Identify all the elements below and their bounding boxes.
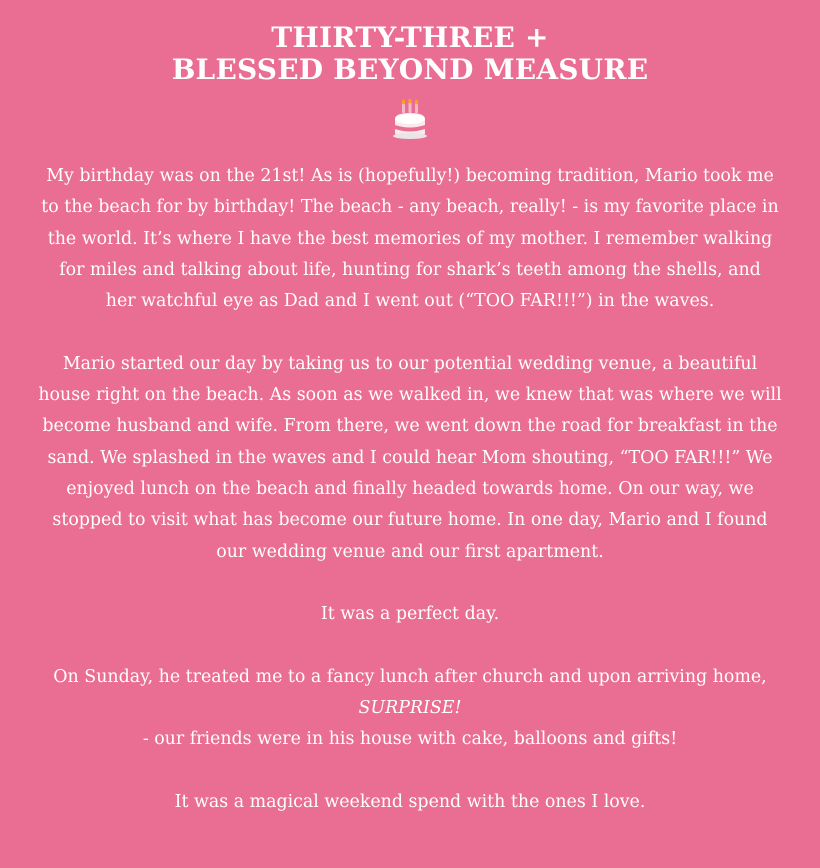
surprise-text: SURPRISE!	[358, 698, 462, 719]
text-line: It was a magical weekend spend with the ones I love.	[174, 791, 646, 812]
text-line: for miles and talking about life, hunting for shark’s teeth among the shells, and	[59, 259, 761, 280]
paragraph	[18, 662, 802, 756]
text-line: the world. It’s where I have the best memories of my mother. I remember walking	[47, 228, 773, 249]
post-title-line: BLESSED BEYOND MEASURE	[171, 53, 649, 86]
text-line: house right on the beach. As soon as we walked in, we knew that was where we will	[38, 385, 782, 406]
paragraph	[18, 599, 802, 630]
text-line: become husband and wife. From there, we went down the road for breakfast in the	[42, 416, 778, 437]
birthday-cake-icon	[391, 99, 429, 139]
paragraph	[18, 161, 802, 317]
text-line: enjoyed lunch on the beach and finally headed towards home. On our way, we	[66, 478, 754, 499]
text-line: It was a perfect day.	[320, 604, 500, 625]
post-body	[0, 139, 820, 818]
post-title-line: THIRTY-THREE +	[271, 21, 549, 54]
text-line: My birthday was on the 21st! As is (hopefully!) becoming tradition, Mario took me	[46, 166, 774, 186]
text-line: her watchful eye as Dad and I went out (“TOO FAR!!!”) in the waves.	[105, 291, 715, 312]
text-line: sand. We splashed in the waves and I could hear Mom shouting, “TOO FAR!!!” We	[47, 447, 773, 468]
paragraph	[18, 349, 802, 568]
text-line: - our friends were in his house with cake, balloons and gifts!	[142, 729, 678, 750]
paragraph	[18, 787, 802, 818]
post-title	[0, 0, 820, 86]
text-line: stopped to visit what has become our future home. In one day, Mario and I found	[52, 510, 768, 531]
text-line: Mario started our day by taking us to our potential wedding venue, a beautiful	[62, 353, 758, 374]
text-line: to the beach for by birthday! The beach - any beach, really! - is my favorite place in	[41, 197, 779, 218]
text-line: On Sunday, he treated me to a fancy lunch after church and upon arriving home,	[53, 666, 767, 687]
text-line: our wedding venue and our first apartment.	[216, 541, 604, 562]
